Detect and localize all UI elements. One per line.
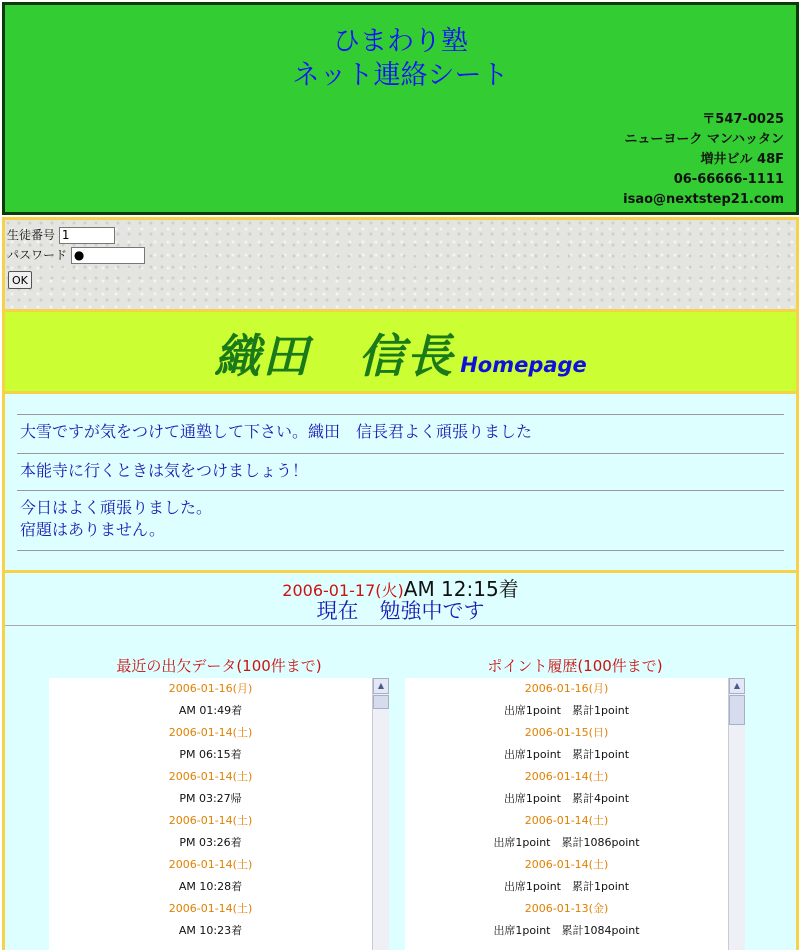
- list-item-value: 出席1point 累計1point: [503, 880, 630, 893]
- student-no-row: [7, 226, 115, 244]
- list-item-value: 出席1point 累計1084point: [493, 924, 640, 937]
- list-item-date: 2006-01-13(金): [524, 902, 609, 915]
- attendance-title: 最近の出欠データ(100件まで): [116, 657, 322, 675]
- list-item-date: 2006-01-14(土): [524, 858, 609, 871]
- list-item-date: 2006-01-14(土): [168, 858, 253, 871]
- list-item-value: PM 06:15着: [179, 748, 242, 761]
- points-scrollbar[interactable]: [728, 678, 745, 950]
- address-building: 増井ビル 48F: [700, 152, 784, 167]
- status-time: AM 12:15着: [403, 577, 519, 601]
- list-item-value: PM 03:26着: [179, 836, 242, 849]
- list-item-date: 2006-01-15(日): [524, 726, 609, 739]
- list-item-value: 出席1point 累計1point: [503, 704, 630, 717]
- divider: [17, 550, 784, 551]
- student-banner: [2, 309, 799, 394]
- ok-button[interactable]: OK: [8, 271, 32, 289]
- points-list: [405, 678, 728, 942]
- list-item-date: 2006-01-14(土): [168, 726, 253, 739]
- list-item-date: 2006-01-14(土): [168, 902, 253, 915]
- message-board: [2, 394, 799, 573]
- message-item: 大雪ですが気をつけて通塾して下さい。織田 信長君よく頑張りました: [17, 414, 784, 443]
- points-listbox[interactable]: [405, 678, 745, 950]
- divider: [5, 625, 796, 626]
- email-address: isao@nextstep21.com: [623, 192, 784, 207]
- attendance-list: [49, 678, 372, 942]
- site-header: [2, 2, 799, 215]
- password-label: パスワード: [7, 248, 68, 262]
- points-title: ポイント履歴(100件まで): [487, 657, 663, 675]
- homepage-label: Homepage: [460, 353, 587, 377]
- list-item-value: PM 03:27帰: [179, 792, 242, 805]
- list-item-value: AM 01:49着: [178, 704, 243, 717]
- list-item-date: 2006-01-14(土): [524, 770, 609, 783]
- list-item-value: AM 10:28着: [178, 880, 243, 893]
- status-panel: [2, 573, 799, 950]
- status-date: 2006-01-17(火): [282, 581, 404, 600]
- list-item-date: 2006-01-16(月): [524, 682, 609, 695]
- scroll-thumb[interactable]: [373, 695, 389, 709]
- scroll-up-icon[interactable]: ▲: [373, 678, 389, 694]
- student-no-input[interactable]: [59, 227, 115, 244]
- school-name: ひまわり塾: [333, 26, 468, 57]
- list-item-date: 2006-01-14(土): [168, 814, 253, 827]
- attendance-listbox[interactable]: [49, 678, 389, 950]
- attendance-scrollbar[interactable]: [372, 678, 389, 950]
- list-item-value: 出席1point 累計1point: [503, 748, 630, 761]
- login-panel: [2, 217, 799, 309]
- scroll-thumb[interactable]: [729, 695, 745, 725]
- scroll-up-icon[interactable]: ▲: [729, 678, 745, 694]
- list-item-date: 2006-01-14(土): [524, 814, 609, 827]
- password-row: [7, 246, 145, 264]
- list-item-date: 2006-01-14(土): [168, 770, 253, 783]
- list-item-value: 出席1point 累計4point: [503, 792, 630, 805]
- list-item-value: AM 10:23着: [178, 924, 243, 937]
- list-item-value: 出席1point 累計1086point: [493, 836, 640, 849]
- sheet-title: ネット連絡シート: [292, 60, 509, 91]
- address-city: ニューヨーク マンハッタン: [624, 132, 784, 147]
- message-item: 本能寺に行くときは気をつけましょう！: [17, 453, 784, 482]
- list-item-date: 2006-01-16(月): [168, 682, 253, 695]
- password-input[interactable]: [71, 247, 145, 264]
- student-no-label: 生徒番号: [7, 228, 56, 242]
- phone-number: 06-66666-1111: [673, 172, 784, 187]
- study-state: 現在 勉強中です: [316, 599, 485, 623]
- student-name: 織田 信長: [214, 329, 455, 383]
- message-item: 今日はよく頑張りました。 宿題はありません。: [17, 490, 784, 541]
- postal-code: 〒547-0025: [702, 112, 784, 127]
- contact-info: [623, 110, 784, 210]
